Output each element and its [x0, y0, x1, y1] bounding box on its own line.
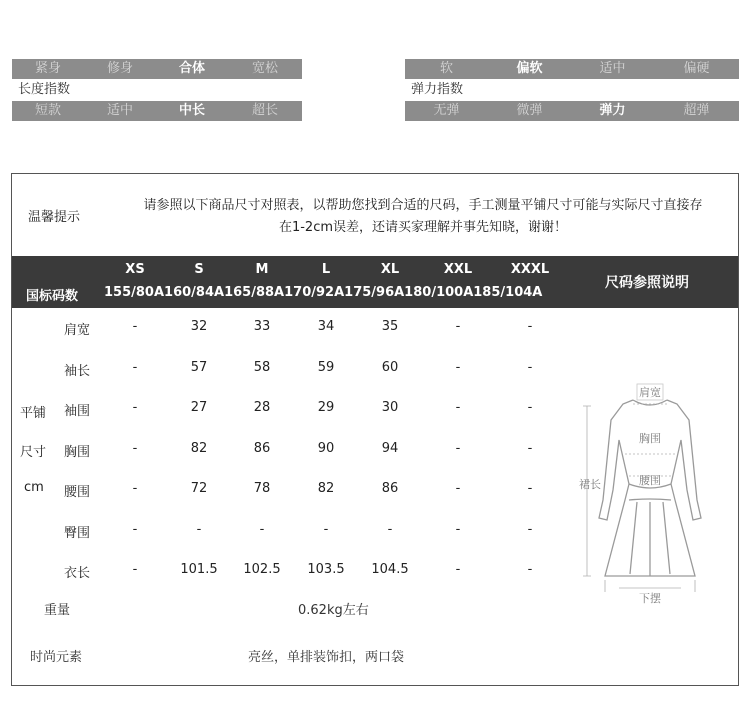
- table-cell: 59: [317, 360, 335, 375]
- table-cell: -: [455, 522, 461, 537]
- size-xs: XS: [125, 262, 145, 277]
- row-label: 腰围: [64, 485, 91, 500]
- table-cell: -: [132, 360, 138, 375]
- size-xxxl: XXXL: [510, 262, 550, 277]
- diagram-hem-label: 下摆: [639, 592, 661, 605]
- notice-line-1: 请参照以下商品尺寸对照表，以帮助您找到合适的尺码，手工测量平铺尺寸可能与实际尺寸直接存: [143, 198, 703, 213]
- fit-option-tight: 紧身: [34, 61, 61, 76]
- table-cell: 102.5: [243, 562, 281, 577]
- elasticity-option-stretch: 弹力: [599, 103, 626, 118]
- table-cell: 72: [190, 481, 208, 496]
- dress-diagram: [575, 380, 725, 610]
- diagram-chest-label: 胸围: [639, 432, 661, 445]
- row-label: 袖围: [64, 404, 91, 419]
- table-cell: -: [455, 360, 461, 375]
- table-cell: 86: [381, 481, 399, 496]
- table-cell: -: [527, 522, 533, 537]
- table-cell: 60: [381, 360, 399, 375]
- table-cell: -: [455, 441, 461, 456]
- table-cell: -: [455, 562, 461, 577]
- standard-size-label: 国标码数: [26, 289, 79, 304]
- length-option-mid-long: 中长: [178, 103, 205, 118]
- notice-text: [108, 195, 738, 239]
- table-cell: -: [323, 522, 329, 537]
- notice-line-2: 在1-2cm误差，还请买家理解并事先知晓，谢谢！: [278, 220, 568, 235]
- table-cell: -: [132, 319, 138, 334]
- table-cell: 35: [381, 319, 399, 334]
- table-cell: 28: [253, 400, 271, 415]
- size-s: S: [194, 262, 204, 277]
- diagram-shoulder-label: 肩宽: [639, 386, 661, 399]
- size-reference-label: 尺码参照说明: [605, 275, 689, 291]
- table-cell: 82: [190, 441, 208, 456]
- softness-option-medium: 适中: [599, 61, 626, 76]
- row-label: 臀围: [64, 526, 91, 541]
- table-cell: -: [455, 319, 461, 334]
- length-option-short: 短款: [34, 103, 61, 118]
- table-cell: -: [196, 522, 202, 537]
- flat-size-unit: cm: [24, 480, 44, 495]
- fashion-label: 时尚元素: [30, 650, 83, 665]
- table-cell: 27: [190, 400, 208, 415]
- table-cell: 94: [381, 441, 399, 456]
- table-cell: -: [387, 522, 393, 537]
- table-cell: 86: [253, 441, 271, 456]
- table-cell: -: [455, 400, 461, 415]
- softness-option-soft: 软: [439, 61, 453, 76]
- table-cell: -: [132, 522, 138, 537]
- fit-option-slim: 修身: [106, 61, 133, 76]
- weight-label: 重量: [44, 603, 71, 618]
- fashion-value: 亮丝，单排装饰扣，两口袋: [248, 650, 405, 665]
- table-cell: -: [527, 562, 533, 577]
- elasticity-option-super: 超弹: [683, 103, 710, 118]
- softness-index-bar: [405, 59, 739, 79]
- size-l: L: [321, 262, 331, 277]
- fit-index-bar: [12, 59, 302, 79]
- table-cell: -: [527, 400, 533, 415]
- table-cell: 32: [190, 319, 208, 334]
- table-cell: -: [527, 360, 533, 375]
- weight-value: 0.62kg左右: [298, 603, 369, 618]
- table-cell: -: [132, 441, 138, 456]
- table-cell: 30: [381, 400, 399, 415]
- fit-option-regular: 合体: [178, 61, 205, 76]
- table-cell: -: [527, 441, 533, 456]
- table-cell: 78: [253, 481, 271, 496]
- size-m: M: [255, 262, 269, 277]
- table-cell: 103.5: [307, 562, 345, 577]
- size-xxl: XXL: [443, 262, 473, 277]
- standard-size-codes: 155/80A160/84A165/88A170/92A175/96A180/100A185/104A: [104, 285, 543, 300]
- table-cell: -: [132, 400, 138, 415]
- diagram-length-label: 裙长: [579, 478, 601, 491]
- elasticity-index-bar: [405, 101, 739, 121]
- fit-option-loose: 宽松: [251, 61, 278, 76]
- flat-size-label-2: 尺寸: [20, 445, 47, 460]
- table-cell: 82: [317, 481, 335, 496]
- table-cell: 58: [253, 360, 271, 375]
- table-cell: 101.5: [180, 562, 218, 577]
- row-label: 衣长: [64, 566, 91, 581]
- length-index-bar: [12, 101, 302, 121]
- length-option-extra-long: 超长: [251, 103, 278, 118]
- flat-size-label-1: 平铺: [20, 406, 47, 421]
- table-cell: -: [527, 481, 533, 496]
- notice-label: 温馨提示: [28, 210, 81, 225]
- softness-option-softish: 偏软: [516, 61, 543, 76]
- table-cell: -: [455, 481, 461, 496]
- table-cell: -: [259, 522, 265, 537]
- elasticity-option-none: 无弹: [433, 103, 460, 118]
- table-cell: 104.5: [371, 562, 409, 577]
- row-label: 肩宽: [64, 323, 91, 338]
- row-label: 袖长: [64, 364, 91, 379]
- length-index-title: 长度指数: [18, 82, 71, 97]
- table-cell: -: [527, 319, 533, 334]
- row-label: 胸围: [64, 445, 91, 460]
- size-xl: XL: [380, 262, 400, 277]
- table-cell: 34: [317, 319, 335, 334]
- elasticity-index-title: 弹力指数: [411, 82, 464, 97]
- softness-option-hard: 偏硬: [683, 61, 710, 76]
- table-cell: 33: [253, 319, 271, 334]
- length-option-medium: 适中: [106, 103, 133, 118]
- elasticity-option-slight: 微弹: [516, 103, 543, 118]
- diagram-waist-label: 腰围: [639, 474, 661, 487]
- table-cell: 57: [190, 360, 208, 375]
- table-cell: -: [132, 481, 138, 496]
- table-cell: -: [132, 562, 138, 577]
- table-cell: 90: [317, 441, 335, 456]
- table-cell: 29: [317, 400, 335, 415]
